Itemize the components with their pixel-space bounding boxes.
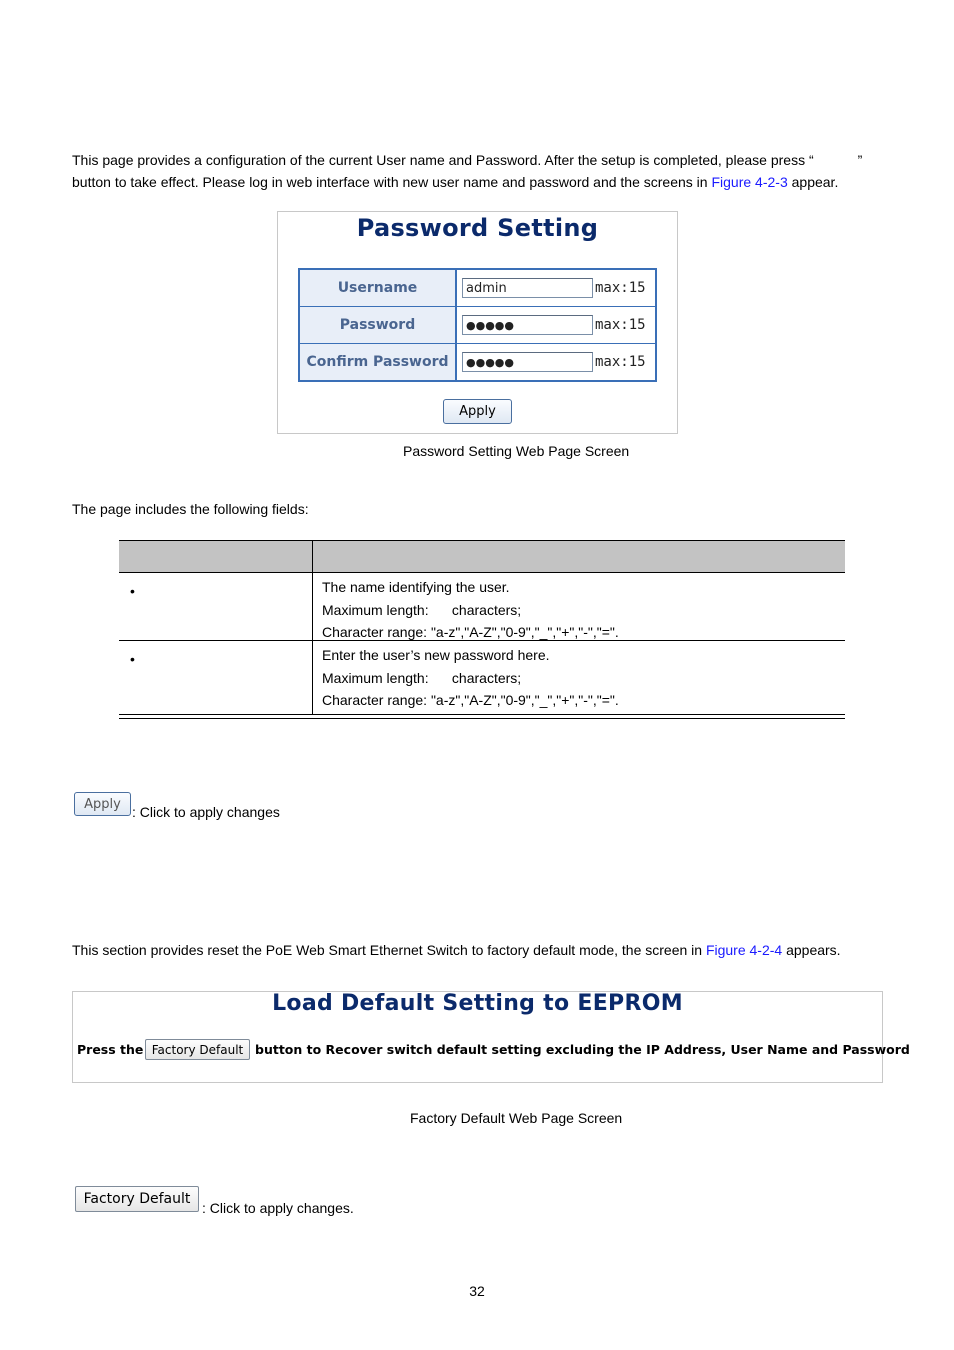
password-setting-panel (277, 211, 678, 434)
intro-line1-end: ” (857, 152, 863, 168)
apply-note-text: : Click to apply changes (132, 804, 280, 820)
cell-line: Character range: "a-z","A-Z","0-9","_","+","-","=". (322, 692, 619, 708)
intro-line1: This page provides a configuration of the current User name and Password. After the setup is completed, please press “ (72, 152, 814, 168)
load-default-title: Load Default Setting to EEPROM (272, 991, 683, 1016)
bullet: • (130, 583, 135, 599)
load-default-panel (72, 991, 910, 1083)
section2-intro-end: appears. (782, 942, 841, 958)
table-row (119, 641, 845, 715)
factory-default-button[interactable]: Factory Default (145, 1039, 250, 1060)
bullet: • (130, 651, 135, 667)
username-row (300, 270, 655, 307)
password-row (300, 307, 655, 344)
page-number: 32 (469, 1283, 485, 1299)
caption-factory-default: Factory Default Web Page Screen (410, 1110, 623, 1126)
confirm-password-max-hint: max:15 (595, 354, 646, 370)
username-label: Username (300, 270, 457, 306)
caption-password-setting: Password Setting Web Page Screen (403, 443, 630, 459)
apply-button[interactable]: Apply (443, 399, 512, 424)
fields-table (119, 540, 845, 719)
confirm-password-label: Confirm Password (300, 344, 457, 380)
intro-paragraph (72, 149, 892, 193)
username-input[interactable]: admin (462, 278, 593, 298)
apply-button-sample[interactable]: Apply (74, 792, 131, 816)
load-default-press-label: Press the (77, 1042, 144, 1057)
load-default-description: button to Recover switch default setting excluding the IP Address, User Name and Password (255, 1042, 910, 1057)
fields-intro: The page includes the following fields: (72, 501, 309, 517)
cell-line: Maximum length: characters; (322, 601, 522, 618)
fields-table-header (119, 540, 845, 572)
table-bottom-rule (119, 715, 845, 719)
figure-link-4-2-4[interactable]: Figure 4-2-4 (705, 942, 783, 958)
cell-line: Character range: "a-z","A-Z","0-9","_","+","-","=". (322, 624, 619, 640)
confirm-password-input[interactable]: ●●●●● (462, 352, 593, 372)
password-label: Password (300, 307, 457, 343)
figure-link-4-2-3[interactable]: Figure 4-2-3 (711, 174, 788, 190)
username-max-hint: max:15 (595, 280, 646, 296)
intro-line2: button to take effect. Please log in web interface with new user name and password and the screens in (72, 174, 712, 190)
password-setting-title: Password Setting (356, 214, 599, 242)
password-max-hint: max:15 (595, 317, 646, 333)
password-setting-form (298, 268, 657, 382)
table-row (119, 572, 845, 641)
cell-line: Enter the user’s new password here. (322, 647, 550, 663)
factory-default-button-sample[interactable]: Factory Default (75, 1186, 199, 1212)
intro-line2-end: appear. (787, 174, 839, 190)
password-input[interactable]: ●●●●● (462, 315, 593, 335)
cell-line: The name identifying the user. (322, 579, 510, 595)
section2-intro (72, 939, 841, 961)
cell-line: Maximum length: characters; (322, 669, 522, 686)
section2-intro-text: This section provides reset the PoE Web Smart Ethernet Switch to factory default mode, the screen in (72, 942, 706, 958)
factory-note-text: : Click to apply changes. (202, 1200, 354, 1216)
confirm-password-row (300, 344, 655, 380)
